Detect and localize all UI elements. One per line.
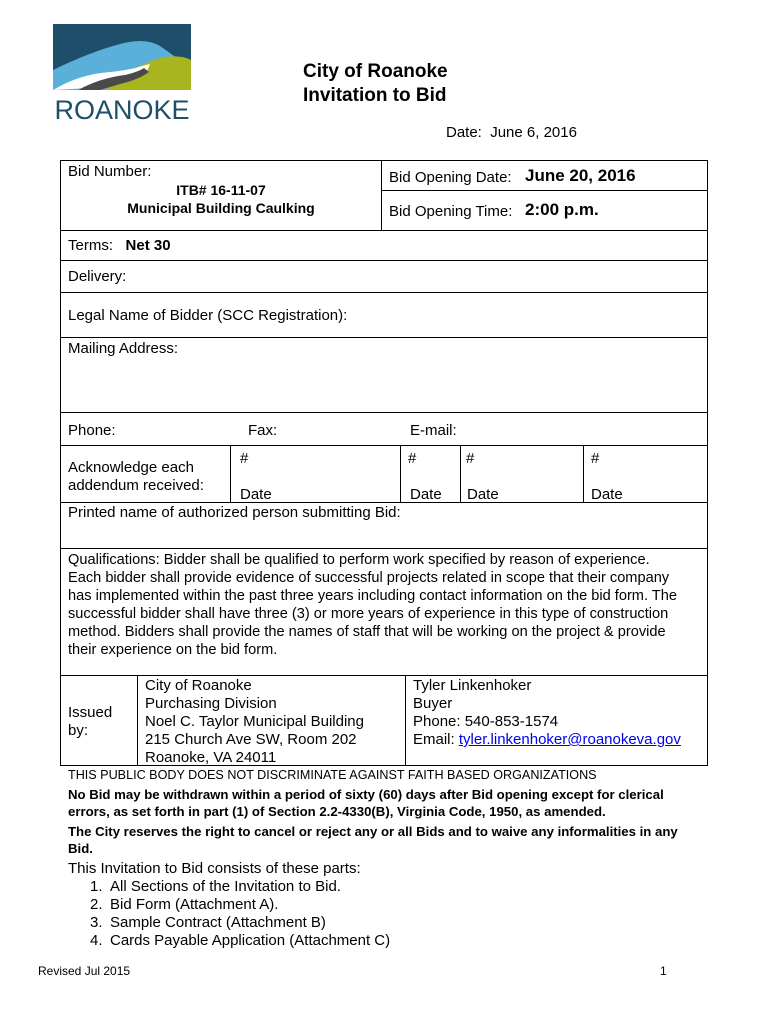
roanoke-logo (50, 22, 196, 126)
revision-note: Revised Jul 2015 (38, 964, 131, 978)
parts-list (90, 878, 390, 950)
bid-opening-time-value: 2:00 p.m. (525, 200, 599, 219)
table-line (60, 292, 708, 293)
parts-list-item: 3. Sample Contract (Attachment B) (90, 914, 326, 931)
qualifications-line: Qualifications: Bidder shall be qualified to perform work specified by reason of experience. (68, 552, 650, 568)
issued-by-label-1: Issued (68, 704, 113, 721)
parts-list-item: 4. Cards Payable Application (Attachment C) (90, 932, 391, 949)
withdrawal-notice (68, 786, 718, 820)
table-line (137, 675, 138, 765)
terms-value: Net 30 (125, 237, 171, 254)
addendum-2-date: Date (410, 486, 442, 503)
buyer-phone: Phone: 540-853-1574 (413, 713, 559, 730)
project-name: Municipal Building Caulking (127, 200, 315, 216)
table-line (381, 160, 382, 230)
terms-row (68, 237, 171, 255)
table-line (60, 230, 708, 231)
delivery-label: Delivery: (68, 268, 127, 285)
parts-list-item: 2. Bid Form (Attachment A). (90, 896, 279, 913)
addendum-2-number: # (408, 450, 417, 467)
issuer-city: Roanoke, VA 24011 (145, 749, 277, 766)
printed-name-label: Printed name of authorized person submitting Bid: (68, 504, 401, 521)
legal-name-label: Legal Name of Bidder (SCC Registration): (68, 307, 348, 324)
buyer-contact (413, 677, 681, 749)
date-value: June 6, 2016 (490, 124, 577, 141)
bid-opening-date-value: June 20, 2016 (525, 166, 636, 185)
qualifications-line: Each bidder shall provide evidence of successful projects related in scope that their company (68, 570, 670, 586)
fax-label: Fax: (248, 422, 278, 439)
issuer-org: City of Roanoke (145, 677, 252, 694)
reservation-line: Bid. (68, 841, 93, 856)
reservation-notice (68, 823, 718, 857)
title-line-2: Invitation to Bid (303, 85, 447, 106)
qualifications-line: their experience on the bid form. (68, 642, 278, 658)
qualifications-line: successful bidder shall have three (3) or more years of experience in this type of construction (68, 606, 669, 622)
addendum-1-number: # (240, 450, 249, 467)
issuer-building: Noel C. Taylor Municipal Building (145, 713, 364, 730)
withdrawal-line: No Bid may be withdrawn within a period of sixty (60) days after Bid opening except for clerical (68, 787, 664, 802)
qualifications-line: method. Bidders shall provide the names of staff that will be working on the project & provide (68, 624, 666, 640)
email-label: E-mail: (410, 422, 457, 439)
issuer-division: Purchasing Division (145, 695, 277, 712)
qualifications-line: has implemented within the past three years including contact information on the bid form. The (68, 588, 677, 604)
issued-by-label-2: by: (68, 722, 89, 739)
buyer-email-row (413, 731, 681, 749)
table-line (230, 445, 231, 502)
table-line (381, 190, 708, 191)
addendum-3-number: # (466, 450, 475, 467)
table-line (405, 675, 406, 765)
document-date (446, 124, 577, 142)
table-line (60, 337, 708, 338)
date-label: Date: (446, 124, 482, 141)
buyer-name: Tyler Linkenhoker (413, 677, 532, 694)
qualifications-text (68, 551, 703, 659)
addendum-3-date: Date (467, 486, 499, 503)
table-line (60, 260, 708, 261)
addendum-1-date: Date (240, 486, 272, 503)
acknowledge-label-2: addendum received: (68, 477, 204, 494)
bid-number-value: ITB# 16-11-07 (176, 182, 266, 198)
table-line (60, 160, 708, 161)
addendum-4-number: # (591, 450, 600, 467)
terms-label: Terms: (68, 237, 113, 254)
table-line (60, 412, 708, 413)
acknowledge-label-1: Acknowledge each (68, 459, 194, 476)
page-title (303, 60, 448, 108)
table-line (60, 445, 708, 446)
logo-wordmark: ROANOKE (54, 95, 190, 125)
table-line (60, 548, 708, 549)
withdrawal-line: errors, as set forth in part (1) of Section 2.2-4330(B), Virginia Code, 1950, as amended. (68, 804, 606, 819)
bid-opening-date-label: Bid Opening Date: (389, 169, 512, 186)
phone-label: Phone: (68, 422, 116, 439)
issuer-street: 215 Church Ave SW, Room 202 (145, 731, 357, 748)
issuer-address (145, 677, 364, 767)
parts-intro: This Invitation to Bid consists of these parts: (68, 860, 361, 877)
non-discrimination-notice: THIS PUBLIC BODY DOES NOT DISCRIMINATE AGAINST FAITH BASED ORGANIZATIONS (68, 768, 597, 782)
table-line (583, 445, 584, 502)
bid-number-label: Bid Number: (68, 163, 152, 180)
parts-list-item: 1. All Sections of the Invitation to Bid. (90, 878, 341, 895)
bid-opening-time-label: Bid Opening Time: (389, 203, 513, 220)
table-line (460, 445, 461, 502)
buyer-title: Buyer (413, 695, 453, 712)
buyer-email-label: Email: (413, 731, 455, 748)
addendum-4-date: Date (591, 486, 623, 503)
title-line-1: City of Roanoke (303, 61, 448, 82)
reservation-line: The City reserves the right to cancel or reject any or all Bids and to waive any informalities in any (68, 824, 678, 839)
page-number: 1 (660, 964, 667, 978)
mailing-address-label: Mailing Address: (68, 340, 179, 357)
buyer-email-link[interactable]: tyler.linkenhoker@roanokeva.gov (458, 731, 681, 748)
table-line (400, 445, 401, 502)
table-line (60, 675, 708, 676)
